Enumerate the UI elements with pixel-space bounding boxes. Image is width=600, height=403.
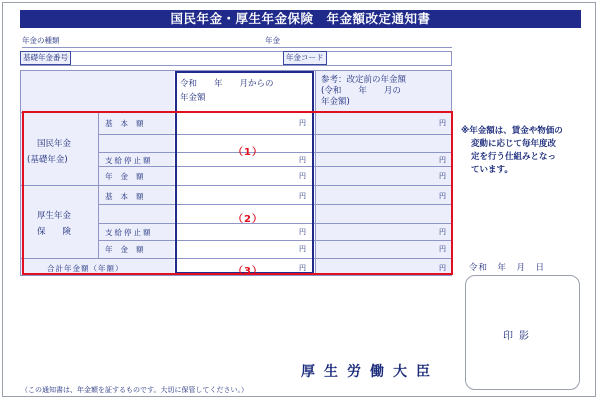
yen-unit: 円 [299, 119, 306, 127]
document-title: 国民年金・厚生年金保険 年金額改定通知書 [20, 10, 581, 28]
yen-unit: 円 [439, 245, 446, 253]
yen-unit: 円 [439, 172, 446, 180]
g2-item-amount: 年金額 [105, 245, 152, 254]
number-field-row [20, 51, 452, 66]
total-label: 合計年金額（年額） [47, 264, 124, 273]
yen-unit: 円 [299, 192, 306, 200]
notice-page [2, 2, 596, 397]
note-line1: ※年金額は、賃金や物価の [461, 126, 563, 136]
pension-label: 年金 [265, 36, 280, 45]
yen-unit: 円 [299, 228, 306, 236]
yen-unit: 円 [439, 264, 446, 272]
header-current-line2: 年金額 [180, 93, 206, 103]
yen-unit: 円 [299, 156, 306, 164]
highlight-frame [22, 111, 453, 275]
yen-unit: 円 [439, 119, 446, 127]
issuer-name: 厚生労働大臣 [301, 364, 439, 380]
header-previous-line3: 年金額) [321, 97, 350, 107]
seal-label: 印影 [503, 331, 535, 342]
note-line2: 変動に応じて毎年度改 [471, 139, 557, 149]
yen-unit: 円 [439, 156, 446, 164]
yen-unit: 円 [299, 172, 306, 180]
header-previous-line2: (令和 年 月の [321, 86, 401, 96]
yen-unit: 円 [299, 264, 306, 272]
note-line3: 定を行う仕組みとなっ [471, 152, 557, 162]
field-underline [22, 46, 452, 48]
basic-pension-number-label: 基礎年金番号 [20, 51, 71, 65]
header-blank-cell [21, 71, 174, 112]
g1-item-basic: 基本額 [105, 119, 152, 128]
issue-date: 令和 年 月 日 [469, 263, 546, 273]
g2-item-basic: 基本額 [105, 192, 152, 201]
pension-code-label: 年金コード [283, 51, 327, 65]
footer-note: （この通知書は、年金額を証するものです。大切に保管してください。） [21, 386, 248, 394]
marker-3: （3） [233, 266, 263, 277]
note-line4: ています。 [471, 165, 513, 175]
header-previous-line1: 参考：改定前の年金額 [321, 75, 407, 85]
pension-type-label: 年金の種類 [22, 36, 60, 45]
g2-item-suspended: 支給停止額 [105, 228, 153, 237]
g1-item-suspended: 支給停止額 [105, 156, 153, 165]
yen-unit: 円 [439, 192, 446, 200]
kosei-label-line2: 保 険 [37, 227, 72, 237]
kosei-label-line1: 厚生年金 [37, 211, 72, 221]
yen-unit: 円 [299, 245, 306, 253]
yen-unit: 円 [439, 228, 446, 236]
kokumin-label-line1: 国民年金 [37, 139, 72, 149]
kokumin-label-line2: (基礎年金) [27, 155, 68, 165]
g1-item-amount: 年金額 [105, 172, 152, 181]
marker-1: （1） [233, 147, 263, 158]
marker-2: （2） [233, 214, 263, 225]
header-current-line1: 令和 年 月からの [180, 79, 274, 89]
